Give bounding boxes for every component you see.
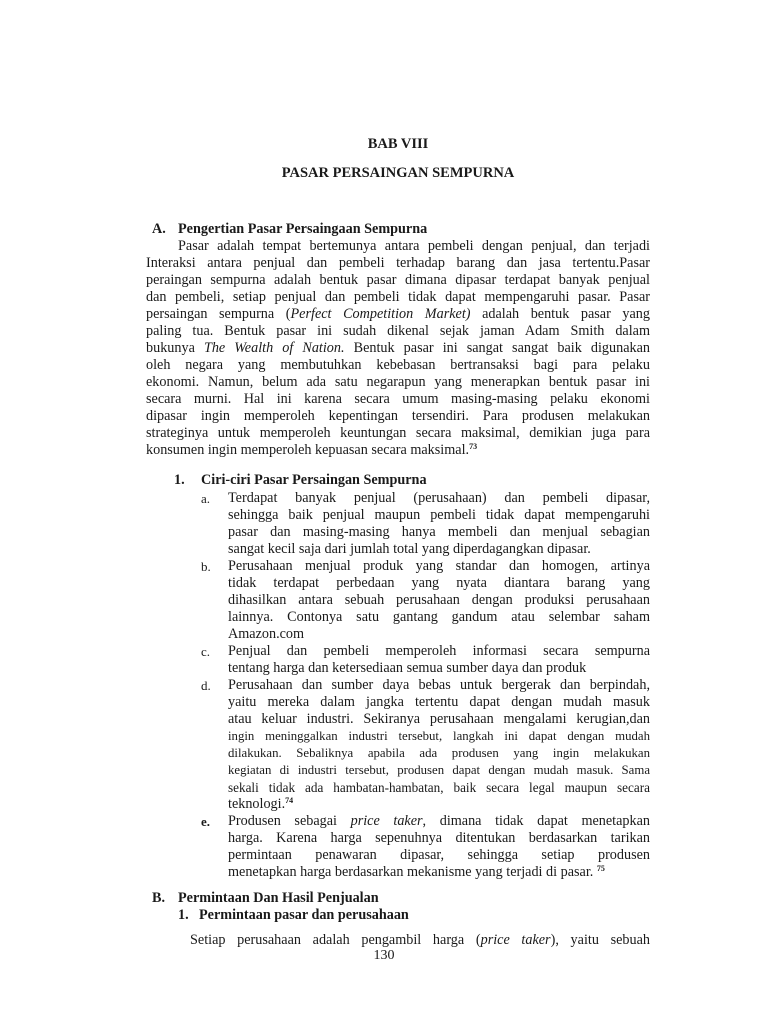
para-a-line: persaingan sempurna (Perfect Competition Market) adalah bentuk pasar yang bbox=[146, 306, 650, 322]
para-a-line: ekonomi. Namun, belum ada satu negarapun yang menerapkan bentuk pasar ini bbox=[146, 374, 650, 390]
list-item-line: Penjual dan pembeli memperoleh informasi secara sempurna bbox=[228, 643, 650, 659]
para-a-line: dan pembeli, setiap penjual dan pembeli tidak dapat mempengaruhi pasar. Pasar bbox=[146, 289, 650, 305]
list-item-line: sehingga baik penjual maupun pembeli tidak dapat mempengaruhi bbox=[228, 507, 650, 523]
list-marker: c. bbox=[201, 644, 211, 659]
para-a-line: Pasar adalah tempat bertemunya antara pembeli dengan penjual, dan terjadi bbox=[178, 238, 650, 254]
list-item-line: permintaan penawaran dipasar, sehingga setiap produsen bbox=[228, 847, 650, 863]
footnote-ref: 73 bbox=[469, 442, 478, 451]
book-title: The Wealth of Nation. bbox=[203, 340, 345, 356]
list-item-line: tidak terdapat perbedaan yang nyata diantara barang yang bbox=[228, 575, 650, 591]
list-marker: d. bbox=[201, 678, 211, 693]
list-item-line: sekali tidak ada hambatan-hambatan, baik secara legal maupun secara bbox=[228, 780, 650, 795]
list-item-line: harga. Karena harga sepenuhnya ditentukan berdasarkan tarikan bbox=[228, 830, 650, 846]
section-b-sub-label: 1. bbox=[178, 907, 189, 923]
sub1-label: 1. bbox=[174, 472, 185, 488]
list-item-line: sangat kecil saja dari jumlah total yang diperdagangkan dipasar. bbox=[228, 541, 591, 557]
list-item-line: atau keluar industri. Sekiranya perusahaan mengalami kerugian,dan bbox=[228, 711, 650, 727]
list-item-line: Terdapat banyak penjual (perusahaan) dan pembeli dipasar, bbox=[228, 490, 650, 506]
list-item-line: ingin meninggalkan industri tersebut, langkah ini dapat dengan mudah bbox=[228, 729, 650, 743]
list-item-line: pasar dan masing-masing hanya membeli dan menjual sebagian bbox=[228, 524, 650, 540]
english-term: price taker bbox=[480, 932, 551, 948]
list-item-line: dihasilkan antara sebuah perusahaan dengan produksi perusahaan bbox=[228, 592, 650, 608]
list-item-line: yaitu mereka dalam jangka tertentu dapat dengan mudah masuk bbox=[228, 694, 650, 710]
para-a-line: paling tua. Bentuk pasar ini sudah dikenal sejak jaman Adam Smith dalam bbox=[146, 323, 650, 339]
list-marker: e. bbox=[201, 814, 211, 829]
footnote-ref: 74 bbox=[285, 796, 294, 805]
para-b-line: Setiap perusahaan adalah pengambil harga (price taker), yaitu sebuah bbox=[190, 932, 651, 948]
list-item-line: Produsen sebagai price taker, dimana tidak dapat menetapkan bbox=[228, 813, 650, 829]
sub1-heading: Ciri-ciri Pasar Persaingan Sempurna bbox=[201, 472, 427, 488]
para-a-line: strateginya untuk memperoleh keuntungan secara maksimal, demikian juga para bbox=[146, 425, 650, 441]
section-b-heading: Permintaan Dan Hasil Penjualan bbox=[178, 890, 379, 906]
english-term: price taker bbox=[350, 813, 423, 829]
list-item-line: tentang harga dan ketersediaan semua sumber daya dan produk bbox=[228, 660, 587, 676]
list-item-line: dilakukan. Sebaliknya apabila ada produsen yang ingin melakukan bbox=[228, 746, 650, 760]
para-a-line: peraingan sempurna adalah bentuk pasar dimana dipasar terdapat banyak penjual bbox=[146, 272, 650, 288]
section-a-heading: Pengertian Pasar Persaingaan Sempurna bbox=[178, 221, 428, 237]
para-a-line: dipasar ingin memperoleh kepentingan tersendiri. Para produsen melakukan bbox=[146, 408, 650, 424]
list-item-line: Amazon.com bbox=[228, 626, 305, 642]
list-item-line: menetapkan harga berdasarkan mekanisme yang terjadi di pasar. $^{75}$ bbox=[228, 864, 605, 880]
footnote-ref: 75 bbox=[596, 864, 605, 873]
para-a-line: bukunya The Wealth of Nation. Bentuk pasar ini sangat sangat baik digunakan bbox=[146, 340, 650, 356]
page-number: 130 bbox=[373, 948, 395, 963]
chapter-title: PASAR PERSAINGAN SEMPURNA bbox=[281, 165, 515, 181]
list-item-line: Perusahaan dan sumber daya bebas untuk bergerak dan berpindah, bbox=[228, 677, 650, 693]
para-a-line: secara murni. Hal ini karena secara umum masing-masing pelaku ekonomi bbox=[146, 391, 650, 407]
list-item-line: Perusahaan menjual produk yang standar dan homogen, artinya bbox=[228, 558, 650, 574]
english-term: Perfect Competition Market) bbox=[290, 306, 471, 322]
section-b-sub-heading: Permintaan pasar dan perusahaan bbox=[199, 907, 409, 923]
list-item-line: kegiatan di industri tersebut, produsen dapat dengan mudah masuk. Sama bbox=[228, 763, 650, 777]
para-a-line: konsumen ingin memperoleh kepuasan secara maksimal.$^{73}$ bbox=[146, 442, 478, 458]
section-b-label: B. bbox=[152, 890, 166, 906]
chapter-label: BAB VIII bbox=[367, 136, 429, 152]
list-item-line: lainnya. Contonya satu gantang gandum atau selembar saham bbox=[228, 609, 650, 625]
section-a-label: A. bbox=[152, 221, 166, 237]
para-a-line: Interaksi antara penjual dan pembeli terhadap barang dan jasa tertentu.Pasar bbox=[146, 255, 650, 271]
list-marker: a. bbox=[201, 491, 211, 506]
para-a-line: oleh negara yang membutuhkan kebebasan bertransaksi bagi para pelaku bbox=[146, 357, 650, 373]
list-marker: b. bbox=[201, 559, 211, 574]
list-item-line: teknologi.$^{74}$ bbox=[228, 796, 294, 812]
